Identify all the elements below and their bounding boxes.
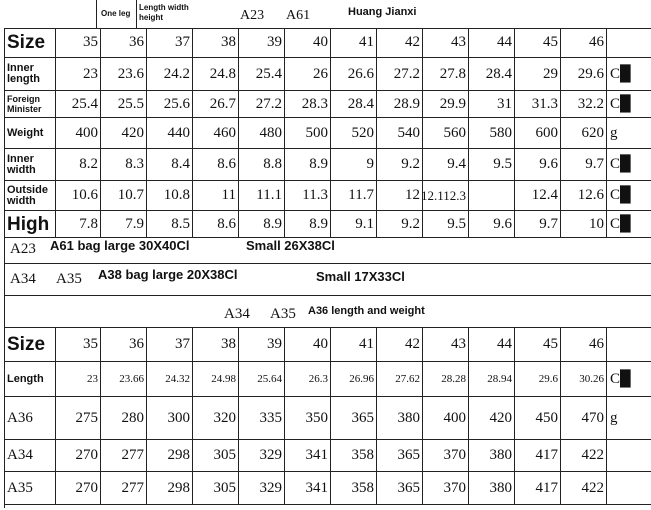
table2-cell: 28.94 xyxy=(469,362,515,397)
table1-cell: 11 xyxy=(193,181,239,211)
table1-cell: 10.8 xyxy=(147,181,193,211)
note-small-1: Small 26X38Cl xyxy=(246,238,335,253)
length-width-height-label: Length width height xyxy=(139,3,189,22)
table2-unit xyxy=(607,472,651,505)
table1-cell: 24.2 xyxy=(147,58,193,91)
table1-row-label: Inner width xyxy=(4,149,56,181)
table1-cell: 8.4 xyxy=(147,149,193,181)
table1-cell: 11.7 xyxy=(331,181,377,211)
table2-cell: 23.66 xyxy=(101,362,147,397)
table2-cell: 35 xyxy=(56,328,101,362)
table1-cell: 25.6 xyxy=(147,91,193,118)
table2-cell: 335 xyxy=(239,397,285,440)
table1-cell: 8.9 xyxy=(285,211,331,238)
table1-cell: 29.6 xyxy=(561,58,607,91)
table2-unit xyxy=(607,440,651,472)
table2-cell: 277 xyxy=(101,440,147,472)
table2-cell: 24.32 xyxy=(147,362,193,397)
note-small-2: Small 17X33Cl xyxy=(316,269,405,284)
table2-cell: 422 xyxy=(561,472,607,505)
note-a34: A34 xyxy=(10,271,36,287)
table2-cell: 370 xyxy=(423,440,469,472)
table1-row-label: Weight xyxy=(4,118,56,149)
table1-unit: g xyxy=(607,118,651,149)
table1-cell: 620 xyxy=(561,118,607,149)
table1-cell: 8.5 xyxy=(147,211,193,238)
table2-cell: 422 xyxy=(561,440,607,472)
note-a61-bag: A61 bag large 30X40Cl xyxy=(50,238,190,253)
table2-cell: 26.3 xyxy=(285,362,331,397)
table2-cell: 27.62 xyxy=(377,362,423,397)
table1-unit: C█ xyxy=(607,211,651,238)
table2-cell: 329 xyxy=(239,440,285,472)
table1-cell: 580 xyxy=(469,118,515,149)
table2-unit: C█ xyxy=(607,362,651,397)
table1-cell: 540 xyxy=(377,118,423,149)
table2-cell: 329 xyxy=(239,472,285,505)
table1-row-label: Inner length xyxy=(4,58,56,91)
table1-cell: 28.4 xyxy=(469,58,515,91)
table1-cell: 440 xyxy=(147,118,193,149)
table2-row-label: Length xyxy=(4,362,56,397)
table1-cell: 12.4 xyxy=(515,181,561,211)
table1-cell: 27.2 xyxy=(377,58,423,91)
table2-row-label: A34 xyxy=(4,440,56,472)
table2-cell: 23 xyxy=(56,362,101,397)
table1-cell: 32.2 xyxy=(561,91,607,118)
table2-cell: 277 xyxy=(101,472,147,505)
table2-cell: 24.98 xyxy=(193,362,239,397)
table1-cell: 8.8 xyxy=(239,149,285,181)
table1-cell: 39 xyxy=(239,28,285,58)
header-a61: A61 xyxy=(286,8,311,23)
header-a23: A23 xyxy=(240,8,265,23)
table1-cell: 9.1 xyxy=(331,211,377,238)
table1-cell: 41 xyxy=(331,28,377,58)
table2-cell: 341 xyxy=(285,440,331,472)
table2-cell: 305 xyxy=(193,472,239,505)
table1-cell: 8.6 xyxy=(193,149,239,181)
table1-cell: 7.9 xyxy=(101,211,147,238)
table1-cell: 560 xyxy=(423,118,469,149)
table1-cell: 460 xyxy=(193,118,239,149)
table2-cell: 470 xyxy=(561,397,607,440)
table1-cell: 10.6 xyxy=(56,181,101,211)
table1-cell: 9 xyxy=(331,149,377,181)
table1-row-label: Size xyxy=(4,28,56,58)
mid-a35: A35 xyxy=(270,306,296,322)
table2-cell: 365 xyxy=(377,440,423,472)
table2-cell: 280 xyxy=(101,397,147,440)
table1-cell: 480 xyxy=(239,118,285,149)
table2-row-label: A35 xyxy=(4,472,56,505)
table1-cell: 31.3 xyxy=(515,91,561,118)
table2-cell: 358 xyxy=(331,440,377,472)
table2-cell: 380 xyxy=(469,440,515,472)
table1-cell: 8.6 xyxy=(193,211,239,238)
table2-cell: 358 xyxy=(331,472,377,505)
table1-cell: 27.2 xyxy=(239,91,285,118)
table1-cell: 36 xyxy=(101,28,147,58)
table1-row-label: High xyxy=(4,211,56,238)
table1-cell: 12 xyxy=(377,181,423,211)
table2-cell: 37 xyxy=(147,328,193,362)
table1-cell: 9.6 xyxy=(469,211,515,238)
table2-cell: 46 xyxy=(561,328,607,362)
table1-cell: 26.7 xyxy=(193,91,239,118)
table1-row-label: Foreign Minister xyxy=(4,91,56,118)
table2-cell: 25.64 xyxy=(239,362,285,397)
table1-cell: 35 xyxy=(56,28,101,58)
table1-cell: 24.8 xyxy=(193,58,239,91)
table1-cell: 12.6 xyxy=(561,181,607,211)
table2-cell: 44 xyxy=(469,328,515,362)
table1-cell: 23 xyxy=(56,58,101,91)
table1-cell: 28.3 xyxy=(285,91,331,118)
table2-cell: 350 xyxy=(285,397,331,440)
table1-unit xyxy=(607,28,651,58)
table1-cell: 23.6 xyxy=(101,58,147,91)
table1-cell: 26 xyxy=(285,58,331,91)
table1-cell: 25.4 xyxy=(239,58,285,91)
table2-cell: 28.28 xyxy=(423,362,469,397)
table2-cell: 341 xyxy=(285,472,331,505)
table2-cell: 275 xyxy=(56,397,101,440)
table2-cell: 40 xyxy=(285,328,331,362)
table1-cell: 7.8 xyxy=(56,211,101,238)
table2-cell: 365 xyxy=(331,397,377,440)
table2-cell: 270 xyxy=(56,440,101,472)
table1-cell xyxy=(469,181,515,211)
table2-cell: 450 xyxy=(515,397,561,440)
table1-cell: 8.9 xyxy=(285,149,331,181)
table2-cell: 39 xyxy=(239,328,285,362)
table2-cell: 417 xyxy=(515,472,561,505)
table2-cell: 320 xyxy=(193,397,239,440)
one-leg-label: One leg xyxy=(101,9,131,18)
table1-cell: 37 xyxy=(147,28,193,58)
table1-unit: C█ xyxy=(607,149,651,181)
table1-cell: 45 xyxy=(515,28,561,58)
table2-cell: 380 xyxy=(377,397,423,440)
table1-cell: 520 xyxy=(331,118,377,149)
table2-cell: 45 xyxy=(515,328,561,362)
brand-text: Huang Jianxi xyxy=(348,6,417,18)
table1-cell: 9.7 xyxy=(561,149,607,181)
table2-cell: 300 xyxy=(147,397,193,440)
table2-cell: 38 xyxy=(193,328,239,362)
table1-cell: 9.2 xyxy=(377,211,423,238)
table1-cell: 9.5 xyxy=(469,149,515,181)
table1-cell: 8.2 xyxy=(56,149,101,181)
table1-cell: 29 xyxy=(515,58,561,91)
table1-cell: 28.9 xyxy=(377,91,423,118)
table2-cell: 400 xyxy=(423,397,469,440)
table1-cell: 38 xyxy=(193,28,239,58)
table1-cell: 10 xyxy=(561,211,607,238)
table2-cell: 380 xyxy=(469,472,515,505)
table1-cell: 25.4 xyxy=(56,91,101,118)
table2-cell: 30.26 xyxy=(561,362,607,397)
table2-cell: 270 xyxy=(56,472,101,505)
table2-cell: 42 xyxy=(377,328,423,362)
table1-cell: 500 xyxy=(285,118,331,149)
table1-row-label: Outside width xyxy=(4,181,56,211)
table1-cell: 43 xyxy=(423,28,469,58)
table2-cell: 420 xyxy=(469,397,515,440)
table2-unit xyxy=(607,328,651,362)
table2-cell: 298 xyxy=(147,440,193,472)
table1-unit: C█ xyxy=(607,91,651,118)
table1-cell: 9.4 xyxy=(423,149,469,181)
table1-cell: 600 xyxy=(515,118,561,149)
table2-cell: 36 xyxy=(101,328,147,362)
mid-a34: A34 xyxy=(224,306,250,322)
table1-cell: 400 xyxy=(56,118,101,149)
table1-cell: 42 xyxy=(377,28,423,58)
table1-cell: 11.3 xyxy=(285,181,331,211)
table2-unit: g xyxy=(607,397,651,440)
table2-cell: 417 xyxy=(515,440,561,472)
table1-cell: 10.7 xyxy=(101,181,147,211)
table2-cell: 298 xyxy=(147,472,193,505)
table2-cell: 370 xyxy=(423,472,469,505)
table1-cell: 28.4 xyxy=(331,91,377,118)
a36-title: A36 length and weight xyxy=(308,305,425,317)
table1-cell: 9.6 xyxy=(515,149,561,181)
table1-cell: 29.9 xyxy=(423,91,469,118)
table1-cell: 8.9 xyxy=(239,211,285,238)
note-a23: A23 xyxy=(10,241,36,257)
table1-cell: 12.112.3 xyxy=(423,181,469,211)
table1-unit: C█ xyxy=(607,181,651,211)
table1-unit: C█ xyxy=(607,58,651,91)
table1-cell: 420 xyxy=(101,118,147,149)
table2-cell: 26.96 xyxy=(331,362,377,397)
table2-cell: 43 xyxy=(423,328,469,362)
table2-cell: 365 xyxy=(377,472,423,505)
table1-cell: 8.3 xyxy=(101,149,147,181)
table1-cell: 31 xyxy=(469,91,515,118)
table1-cell: 11.1 xyxy=(239,181,285,211)
table2-row-label: A36 xyxy=(4,397,56,440)
table2-row-label: Size xyxy=(4,328,56,362)
table1-cell: 9.5 xyxy=(423,211,469,238)
table1-cell: 40 xyxy=(285,28,331,58)
table2-cell: 305 xyxy=(193,440,239,472)
table1-cell: 26.6 xyxy=(331,58,377,91)
table1-cell: 46 xyxy=(561,28,607,58)
table1-cell: 44 xyxy=(469,28,515,58)
table2-cell: 29.6 xyxy=(515,362,561,397)
note-a35: A35 xyxy=(56,271,82,287)
note-a38-bag: A38 bag large 20X38Cl xyxy=(98,267,238,282)
table1-cell: 25.5 xyxy=(101,91,147,118)
table1-cell: 9.7 xyxy=(515,211,561,238)
table2-cell: 41 xyxy=(331,328,377,362)
table1-cell: 9.2 xyxy=(377,149,423,181)
table1-cell: 27.8 xyxy=(423,58,469,91)
